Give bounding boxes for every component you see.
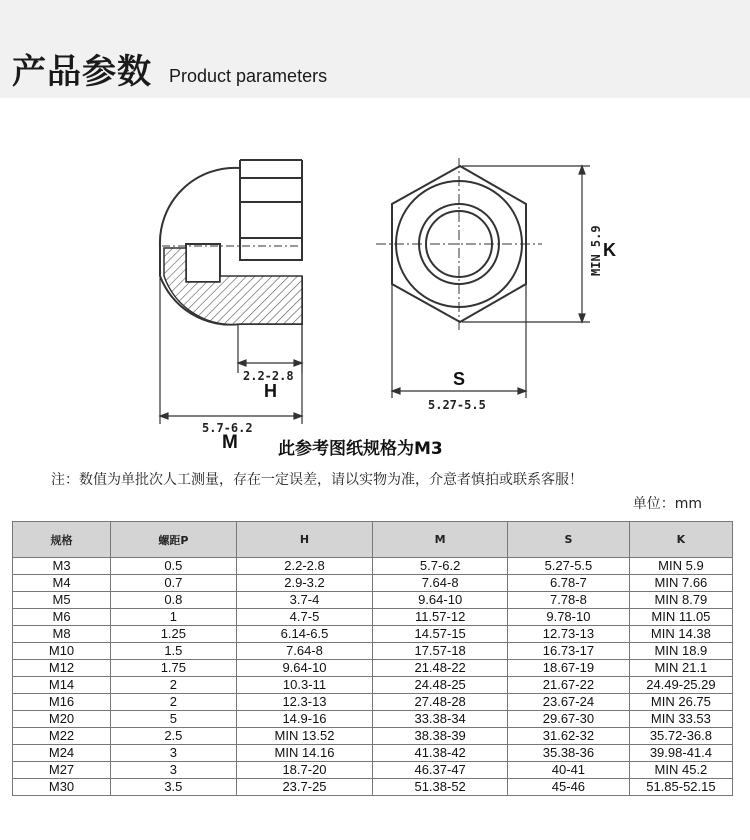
table-cell: 40-41 xyxy=(507,762,629,779)
table-cell: 21.67-22 xyxy=(507,677,629,694)
page-subtitle: Product parameters xyxy=(169,66,328,86)
table-cell: M8 xyxy=(13,626,111,643)
table-cell: MIN 7.66 xyxy=(629,575,732,592)
table-cell: 1.5 xyxy=(111,643,237,660)
table-cell: 0.5 xyxy=(111,558,237,575)
page-title: 产品参数 xyxy=(12,52,152,92)
table-cell: M10 xyxy=(13,643,111,660)
table-cell: 3.5 xyxy=(111,779,237,796)
table-cell: MIN 26.75 xyxy=(629,694,732,711)
h-dimension xyxy=(238,324,302,373)
table-cell: 1 xyxy=(111,609,237,626)
table-cell: 51.38-52 xyxy=(373,779,508,796)
table-row xyxy=(13,643,733,660)
table-cell: M6 xyxy=(13,609,111,626)
table-row xyxy=(13,626,733,643)
table-cell: 2.2-2.8 xyxy=(236,558,373,575)
table-row xyxy=(13,711,733,728)
table-header-row xyxy=(13,522,733,558)
table-cell: MIN 13.52 xyxy=(236,728,373,745)
table-cell: 39.98-41.4 xyxy=(629,745,732,762)
table-cell: MIN 45.2 xyxy=(629,762,732,779)
table-cell: 18.7-20 xyxy=(236,762,373,779)
table-cell: 0.8 xyxy=(111,592,237,609)
table-cell: M4 xyxy=(13,575,111,592)
h-letter: H xyxy=(264,381,277,401)
table-cell: 5 xyxy=(111,711,237,728)
table-row xyxy=(13,575,733,592)
table-cell: 12.73-13 xyxy=(507,626,629,643)
table-cell: 29.67-30 xyxy=(507,711,629,728)
table-cell: MIN 18.9 xyxy=(629,643,732,660)
s-range-label: 5.27-5.5 xyxy=(428,398,486,412)
table-cell: 35.38-36 xyxy=(507,745,629,762)
table-cell: MIN 21.1 xyxy=(629,660,732,677)
col-header-pitch: 螺距P xyxy=(111,522,237,558)
col-header-h: H xyxy=(236,522,373,558)
disclaimer-note: 注：数值为单批次人工测量，存在一定误差，请以实物为准，介意者慎拍或联系客服！ xyxy=(51,472,583,488)
table-cell: MIN 5.9 xyxy=(629,558,732,575)
table-row xyxy=(13,728,733,745)
table-row xyxy=(13,592,733,609)
table-cell: 3.7-4 xyxy=(236,592,373,609)
table-cell: 17.57-18 xyxy=(373,643,508,660)
table-cell: 2 xyxy=(111,694,237,711)
table-cell: 12.3-13 xyxy=(236,694,373,711)
table-cell: 38.38-39 xyxy=(373,728,508,745)
table-cell: 5.27-5.5 xyxy=(507,558,629,575)
table-cell: MIN 33.53 xyxy=(629,711,732,728)
table-cell: 18.67-19 xyxy=(507,660,629,677)
table-row xyxy=(13,762,733,779)
table-cell: 23.7-25 xyxy=(236,779,373,796)
table-cell: 14.9-16 xyxy=(236,711,373,728)
table-cell: 1.75 xyxy=(111,660,237,677)
table-cell: M30 xyxy=(13,779,111,796)
table-cell: MIN 14.38 xyxy=(629,626,732,643)
table-cell: 24.48-25 xyxy=(373,677,508,694)
col-header-m: M xyxy=(373,522,508,558)
table-row xyxy=(13,660,733,677)
table-cell: 2 xyxy=(111,677,237,694)
m-range-label: 5.7-6.2 xyxy=(202,421,253,435)
table-cell: 3 xyxy=(111,762,237,779)
table-row xyxy=(13,745,733,762)
m-letter: M xyxy=(222,432,238,453)
table-cell: 3 xyxy=(111,745,237,762)
table-cell: M12 xyxy=(13,660,111,677)
table-cell: 6.14-6.5 xyxy=(236,626,373,643)
table-cell: MIN 8.79 xyxy=(629,592,732,609)
table-cell: 41.38-42 xyxy=(373,745,508,762)
table-cell: 45-46 xyxy=(507,779,629,796)
table-cell: MIN 11.05 xyxy=(629,609,732,626)
table-body xyxy=(13,558,733,796)
h-range-label: 2.2-2.8 xyxy=(243,369,294,383)
table-cell: 33.38-34 xyxy=(373,711,508,728)
header-band xyxy=(0,0,750,98)
table-cell: 10.3-11 xyxy=(236,677,373,694)
table-cell: 11.57-12 xyxy=(373,609,508,626)
col-header-k: K xyxy=(629,522,732,558)
k-value-label: MIN 5.9 xyxy=(589,225,603,276)
table-cell: 27.48-28 xyxy=(373,694,508,711)
table-row xyxy=(13,609,733,626)
table-cell: M27 xyxy=(13,762,111,779)
table-cell: M16 xyxy=(13,694,111,711)
col-header-s: S xyxy=(507,522,629,558)
k-letter: K xyxy=(603,240,616,260)
table-cell: 2.9-3.2 xyxy=(236,575,373,592)
side-section-view xyxy=(160,160,306,325)
reference-note: 此参考图纸规格为M3 xyxy=(278,439,443,459)
table-cell: 14.57-15 xyxy=(373,626,508,643)
table-cell: 16.73-17 xyxy=(507,643,629,660)
table-cell: M5 xyxy=(13,592,111,609)
table-cell: 21.48-22 xyxy=(373,660,508,677)
table-cell: 2.5 xyxy=(111,728,237,745)
table-cell: M24 xyxy=(13,745,111,762)
table-cell: 24.49-25.29 xyxy=(629,677,732,694)
technical-drawing xyxy=(0,98,750,438)
table-row xyxy=(13,694,733,711)
parameter-table xyxy=(12,521,733,796)
table-cell: 9.64-10 xyxy=(373,592,508,609)
unit-label: 单位：mm xyxy=(632,496,702,512)
table-cell: 7.64-8 xyxy=(236,643,373,660)
table-cell: M14 xyxy=(13,677,111,694)
table-cell: 4.7-5 xyxy=(236,609,373,626)
table-cell: 7.64-8 xyxy=(373,575,508,592)
table-cell: 9.64-10 xyxy=(236,660,373,677)
table-cell: M22 xyxy=(13,728,111,745)
table-cell: 46.37-47 xyxy=(373,762,508,779)
table-cell: 6.78-7 xyxy=(507,575,629,592)
table-cell: 51.85-52.15 xyxy=(629,779,732,796)
table-row xyxy=(13,779,733,796)
table-cell: 7.78-8 xyxy=(507,592,629,609)
table-cell: 5.7-6.2 xyxy=(373,558,508,575)
table-cell: 1.25 xyxy=(111,626,237,643)
table-cell: 23.67-24 xyxy=(507,694,629,711)
col-header-spec: 规格 xyxy=(13,522,111,558)
table-cell: 35.72-36.8 xyxy=(629,728,732,745)
table-cell: M20 xyxy=(13,711,111,728)
table-cell: MIN 14.16 xyxy=(236,745,373,762)
s-letter: S xyxy=(453,369,466,389)
top-view xyxy=(376,158,542,330)
table-cell: 0.7 xyxy=(111,575,237,592)
table-cell: 9.78-10 xyxy=(507,609,629,626)
table-row xyxy=(13,677,733,694)
table-cell: 31.62-32 xyxy=(507,728,629,745)
table-row xyxy=(13,558,733,575)
table-cell: M3 xyxy=(13,558,111,575)
